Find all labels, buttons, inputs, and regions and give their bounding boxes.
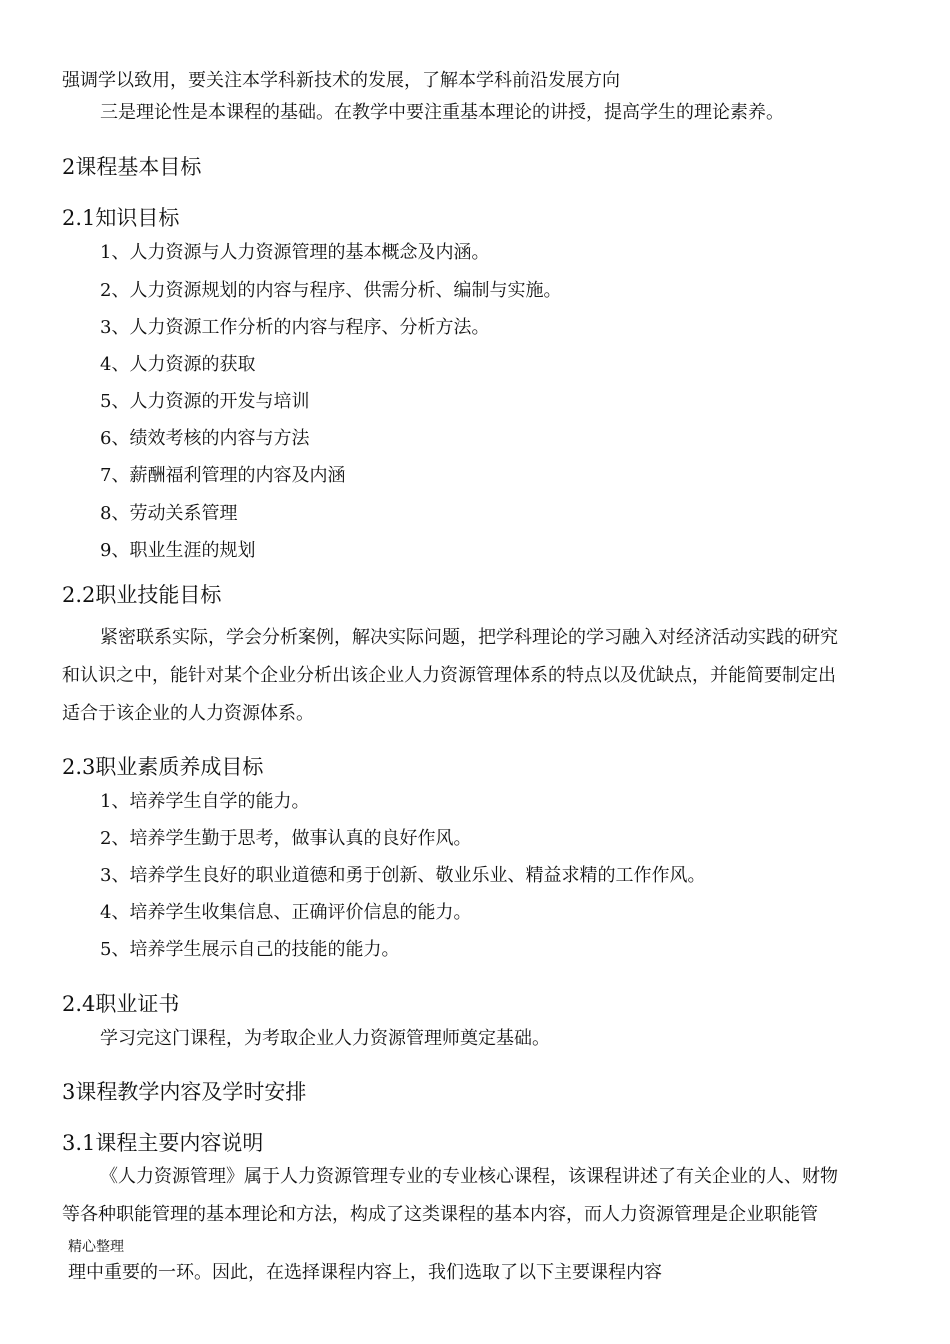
section-3-heading: 3课程教学内容及学时安排 [62,1080,307,1104]
knowledge-item: 3、人力资源工作分析的内容与程序、分析方法。 [100,317,490,338]
skill-paragraph-line: 和认识之中，能针对某个企业分析出该企业人力资源管理体系的特点以及优缺点，并能简要制定出 [62,665,836,686]
content-paragraph-line: 等各种职能管理的基本理论和方法，构成了这类课程的基本内容，而人力资源管理是企业职能管 [62,1204,818,1225]
content-paragraph-last-line: 理中重要的一环。因此，在选择课程内容上，我们选取了以下主要课程内容 [68,1262,662,1283]
intro-line-1: 强调学以致用，要关注本学科新技术的发展，了解本学科前沿发展方向 [62,70,620,91]
quality-item: 3、培养学生良好的职业道德和勇于创新、敬业乐业、精益求精的工作作风。 [100,865,706,886]
watermark-text: 精心整理 [68,1239,124,1255]
quality-item: 5、培养学生展示自己的技能的能力。 [100,939,400,960]
section-2-1-heading: 2.1知识目标 [62,206,180,230]
section-2-3-heading: 2.3职业素质养成目标 [62,755,264,779]
knowledge-item: 9、职业生涯的规划 [100,540,256,561]
section-2-2-heading: 2.2职业技能目标 [62,583,222,607]
quality-item: 2、培养学生勤于思考，做事认真的良好作风。 [100,828,472,849]
section-3-1-heading: 3.1课程主要内容说明 [62,1131,264,1155]
knowledge-item: 6、绩效考核的内容与方法 [100,428,310,449]
section-2-heading: 2课程基本目标 [62,155,202,179]
knowledge-item: 7、薪酬福利管理的内容及内涵 [100,465,346,486]
knowledge-item: 8、劳动关系管理 [100,503,238,524]
quality-item: 1、培养学生自学的能力。 [100,791,310,812]
skill-paragraph-line: 适合于该企业的人力资源体系。 [62,703,314,724]
intro-line-2: 三是理论性是本课程的基础。在教学中要注重基本理论的讲授，提高学生的理论素养。 [100,102,784,123]
knowledge-item: 4、人力资源的获取 [100,354,256,375]
knowledge-item: 1、人力资源与人力资源管理的基本概念及内涵。 [100,242,490,263]
knowledge-item: 2、人力资源规划的内容与程序、供需分析、编制与实施。 [100,280,562,301]
quality-item: 4、培养学生收集信息、正确评价信息的能力。 [100,902,472,923]
certificate-text: 学习完这门课程，为考取企业人力资源管理师奠定基础。 [100,1028,550,1049]
section-2-4-heading: 2.4职业证书 [62,992,180,1016]
skill-paragraph-line: 紧密联系实际，学会分析案例，解决实际问题，把学科理论的学习融入对经济活动实践的研究 [100,627,838,648]
knowledge-item: 5、人力资源的开发与培训 [100,391,310,412]
content-paragraph-line: 《人力资源管理》属于人力资源管理专业的专业核心课程，该课程讲述了有关企业的人、财物 [100,1166,838,1187]
